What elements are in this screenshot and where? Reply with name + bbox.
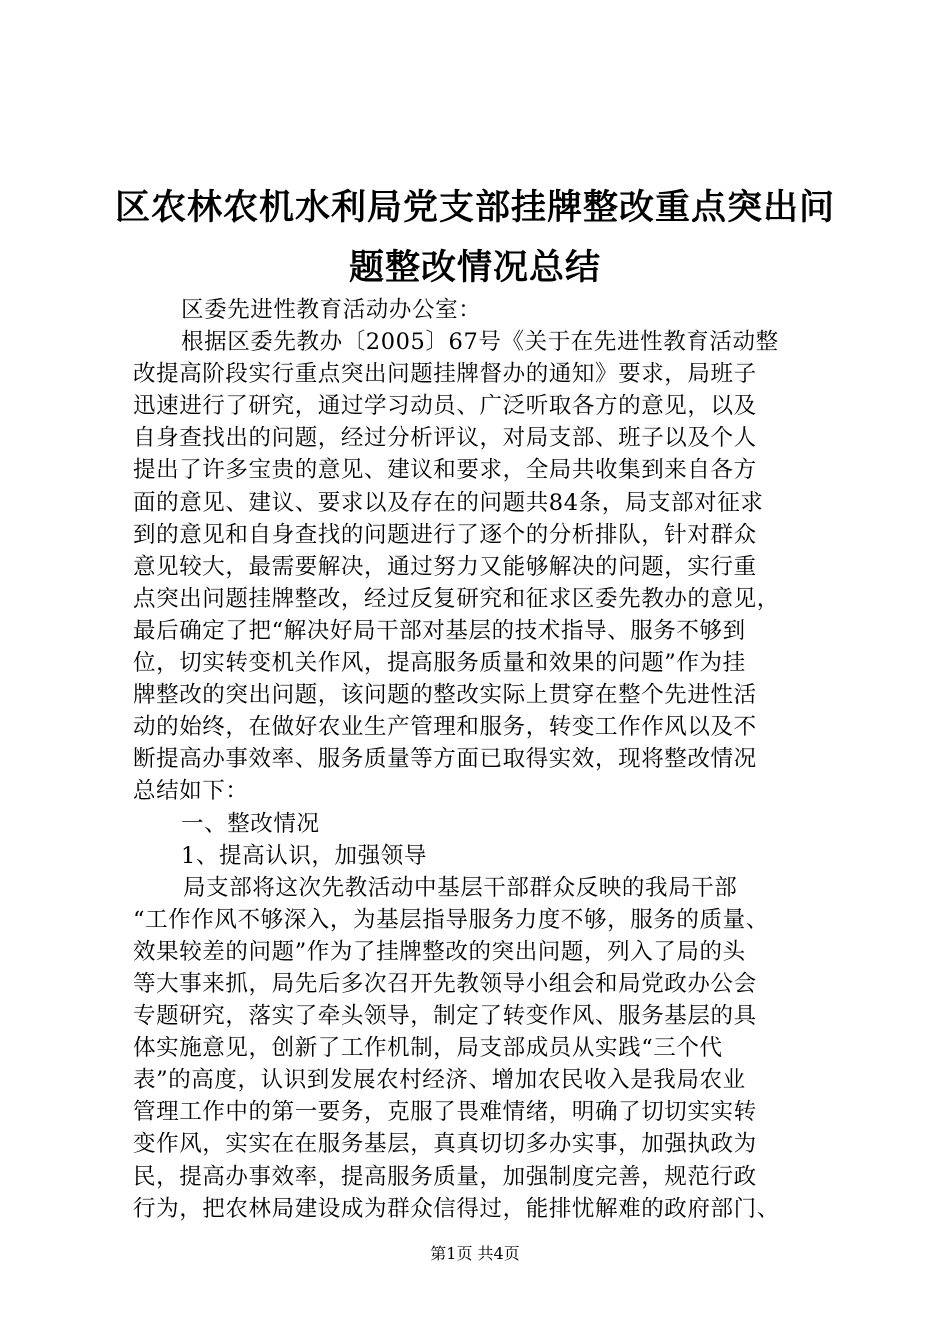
paragraph-line: 最后确定了把“解决好局干部对基层的技术指导、服务不够到 — [133, 617, 746, 644]
paragraph-line: 动的始终，在做好农业生产管理和服务，转变工作作风以及不 — [133, 714, 757, 741]
paragraph-line: 位，切实转变机关作风，提高服务质量和效果的问题”作为挂 — [133, 650, 746, 677]
document-title-line-2: 题整改情况总结 — [348, 248, 601, 288]
paragraph-line: 点突出问题挂牌整改，经过反复研究和征求区委先教办的意见， — [133, 585, 780, 612]
paragraph-line: 体实施意见，创新了工作机制，局支部成员从实践“三个代 — [133, 1035, 723, 1062]
paragraph-line: 行为，把农林局建设成为群众信得过，能排忧解难的政府部门、 — [133, 1195, 780, 1222]
paragraph-line: 提出了许多宝贵的意见、建议和要求，全局共收集到来自各方 — [133, 457, 757, 484]
paragraph-line: 局支部将这次先教活动中基层干部群众反映的我局干部 — [183, 874, 738, 901]
paragraph-line: 总结如下： — [133, 778, 249, 805]
page-footer: 第1页 共4页 — [430, 1244, 520, 1263]
paragraph-line: “工作作风不够深入，为基层指导服务力度不够，服务的质量、 — [133, 906, 769, 933]
paragraph-line: 专题研究，落实了牵头领导，制定了转变作风、服务基层的具 — [133, 1003, 757, 1030]
paragraph-line: 根据区委先教办〔2005〕67号《关于在先进性教育活动整 — [181, 329, 779, 356]
salutation: 区委先进性教育活动办公室： — [181, 297, 482, 323]
paragraph-line: 表”的高度，认识到发展农村经济、增加农民收入是我局农业 — [133, 1067, 746, 1094]
paragraph-line: 断提高办事效率、服务质量等方面已取得实效，现将整改情况 — [133, 746, 757, 773]
paragraph-line: 变作风，实实在在服务基层，真真切切多办实事，加强执政为 — [133, 1131, 757, 1158]
paragraph-line: 民，提高办事效率，提高服务质量，加强制度完善，规范行政 — [133, 1163, 757, 1190]
paragraph-line: 到的意见和自身查找的问题进行了逐个的分析排队，针对群众 — [133, 521, 757, 548]
paragraph-line: 改提高阶段实行重点突出问题挂牌督办的通知》要求，局班子 — [133, 361, 757, 388]
paragraph-line: 意见较大，最需要解决，通过努力又能够解决的问题，实行重 — [133, 553, 757, 580]
paragraph-line: 管理工作中的第一要务，克服了畏难情绪，明确了切切实实转 — [133, 1099, 757, 1126]
paragraph-line: 面的意见、建议、要求以及存在的问题共84条，局支部对征求 — [133, 489, 764, 516]
section-heading: 一、整改情况 — [181, 810, 320, 837]
paragraph-line: 迅速进行了研究，通过学习动员、广泛听取各方的意见，以及 — [133, 393, 757, 420]
document-body — [133, 294, 833, 1225]
subsection-heading: 1、提高认识，加强领导 — [181, 842, 427, 869]
paragraph-line: 自身查找出的问题，经过分析评议，对局支部、班子以及个人 — [133, 425, 757, 452]
paragraph-line: 效果较差的问题”作为了挂牌整改的突出问题，列入了局的头 — [133, 938, 746, 965]
paragraph-line: 牌整改的突出问题，该问题的整改实际上贯穿在整个先进性活 — [133, 682, 757, 709]
paragraph-line: 等大事来抓，局先后多次召开先教领导小组会和局党政办公会 — [133, 970, 757, 997]
document-title-line-1: 区农林农机水利局党支部挂牌整改重点突出问 — [114, 188, 835, 228]
